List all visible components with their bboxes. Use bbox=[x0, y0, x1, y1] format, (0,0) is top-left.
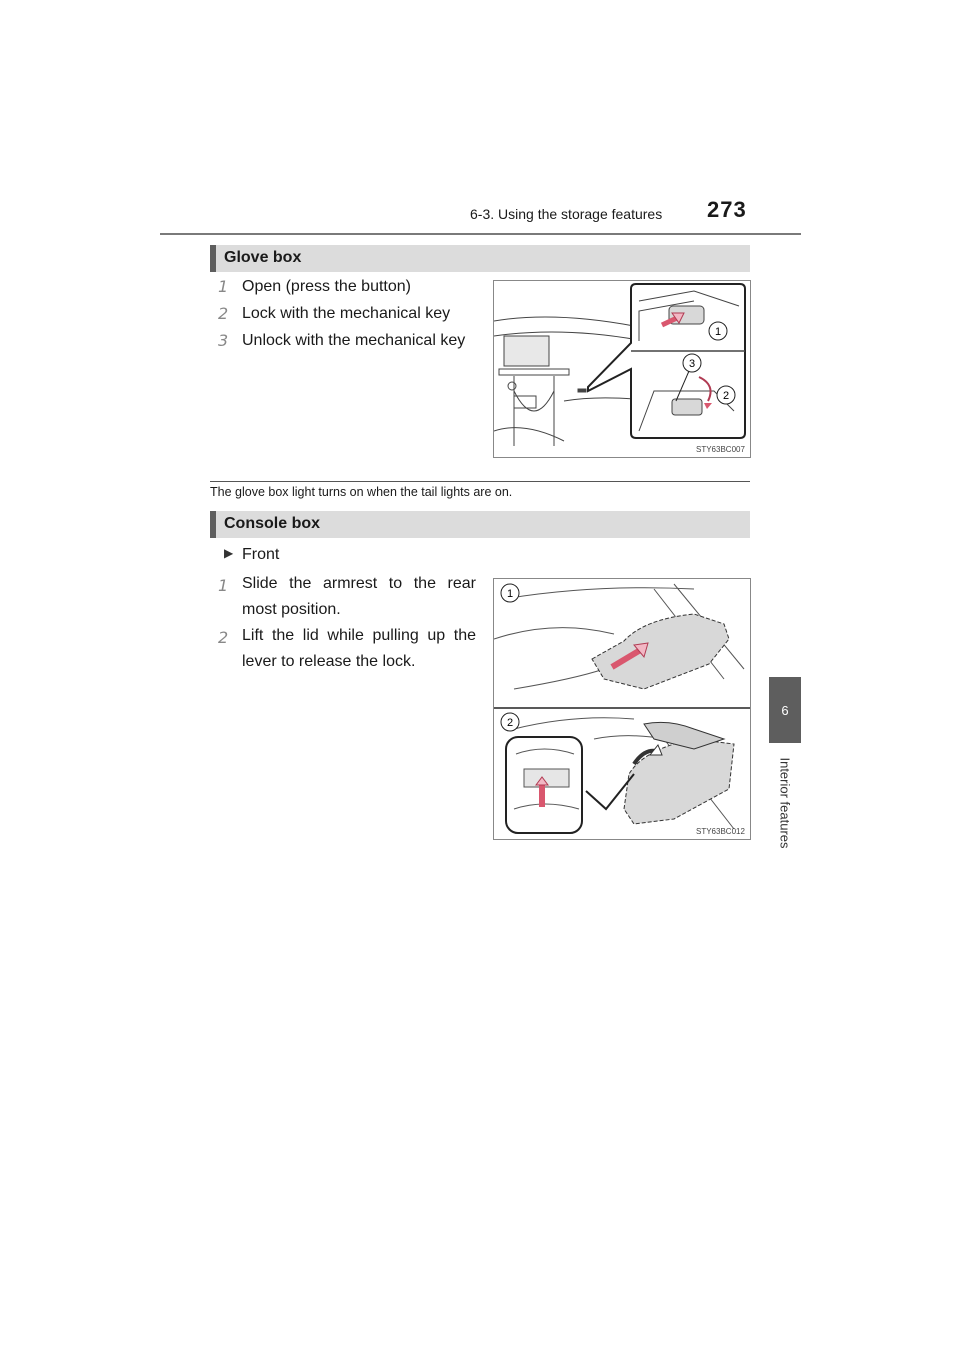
glove-box-illustration bbox=[493, 280, 751, 458]
figure-code: STY63BC012 bbox=[696, 827, 745, 836]
section-title: 6-3. Using the storage features bbox=[470, 206, 663, 222]
console-step-2: Lift the lid while pulling up the lever to release the lock. bbox=[242, 627, 476, 670]
step-number: 1 bbox=[218, 576, 229, 595]
console-box-title: Console box bbox=[224, 515, 321, 532]
glove-box-title: Glove box bbox=[224, 249, 302, 266]
note-divider bbox=[210, 481, 750, 482]
glove-box-note: The glove box light turns on when the tail lights are on. bbox=[210, 485, 513, 499]
chapter-title: Interior features bbox=[777, 757, 793, 849]
callout-3: 3 bbox=[688, 358, 696, 370]
step-number: 3 bbox=[218, 331, 229, 350]
console-step-1: Slide the armrest to the rear most position. bbox=[242, 575, 476, 618]
console-box-drawing bbox=[494, 579, 750, 839]
chapter-label bbox=[769, 748, 801, 858]
callout-2: 2 bbox=[722, 390, 730, 402]
page-number: 273 bbox=[707, 197, 747, 222]
step-number: 1 bbox=[218, 277, 229, 296]
glove-step-1: Open (press the button) bbox=[242, 278, 411, 295]
console-subheading: Front bbox=[242, 546, 280, 563]
glove-step-3: Unlock with the mechanical key bbox=[242, 332, 466, 349]
chapter-number: 6 bbox=[781, 702, 789, 718]
chapter-tab[interactable] bbox=[769, 677, 801, 743]
header-rule bbox=[160, 233, 801, 235]
console-callout-2: 2 bbox=[506, 717, 514, 729]
console-box-illustration bbox=[493, 578, 751, 840]
step-number: 2 bbox=[218, 304, 229, 323]
heading-accent bbox=[210, 245, 216, 272]
glove-box-drawing bbox=[494, 281, 750, 457]
triangle-bullet-icon: ▶ bbox=[224, 546, 234, 560]
heading-accent bbox=[210, 511, 216, 538]
figure-code: STY63BC007 bbox=[696, 445, 745, 454]
callout-1: 1 bbox=[714, 326, 722, 338]
step-number: 2 bbox=[218, 628, 229, 647]
console-box-heading bbox=[210, 511, 750, 538]
glove-step-2: Lock with the mechanical key bbox=[242, 305, 451, 322]
glove-box-heading bbox=[210, 245, 750, 272]
console-callout-1: 1 bbox=[506, 588, 514, 600]
